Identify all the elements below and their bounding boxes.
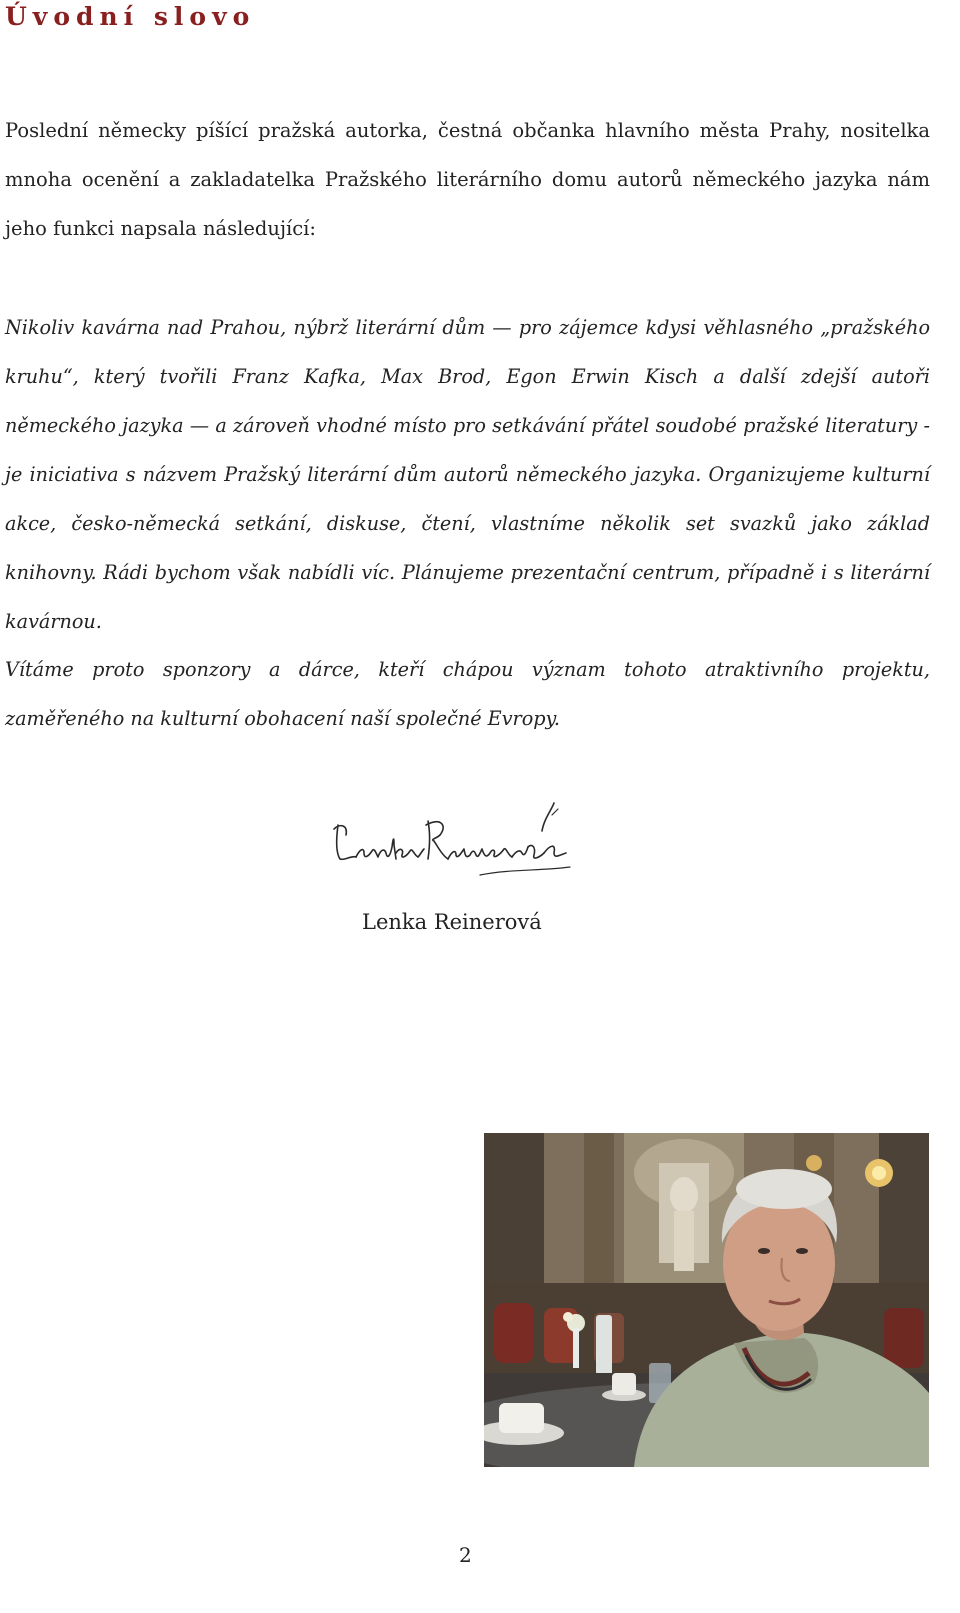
intro-paragraph: Poslední německy píšící pražská autorka, čestná občanka hlavního města Prahy, nositelka mnoha ocenění a zakladatelka Pražského literárního domu autorů německého jazyka nám jeho funkci napsala následující: [5, 119, 930, 240]
signature-drawing [330, 795, 575, 885]
cafe-portrait-image [484, 1133, 929, 1467]
quote-paragraph: Nikoliv kavárna nad Prahou, nýbrž literární dům — pro zájemce kdysi věhlasného „pražského kruhu“, který tvořili Franz Kafka, Max Brod, Egon Erwin Kisch a další zdejší autoři německého jazyka — a zároveň vhodné místo pro setkávání přátel soudobé pražské literatury - je iniciativa s názvem Pražský literární dům autorů německého jazyka. Organizujeme kulturní akce, česko-německá setkání, diskuse, čtení, vlastníme několik set svazků jako základ knihovny. Rádi bychom však nabídli víc. Plánujeme prezentační centrum, případně i s literární kavárnou. [5, 316, 930, 633]
signer-name: Lenka Reinerová [362, 910, 542, 934]
handwritten-signature [330, 795, 575, 885]
closing-quote-paragraph: Vítáme proto sponzory a dárce, kteří chápou význam tohoto atraktivního projektu, zaměřeného na kulturní obohacení naší společné Evropy. [5, 658, 930, 730]
author-photo [484, 1133, 929, 1467]
page-title: Úvodní slovo [5, 2, 256, 31]
page-number: 2 [459, 1543, 472, 1567]
